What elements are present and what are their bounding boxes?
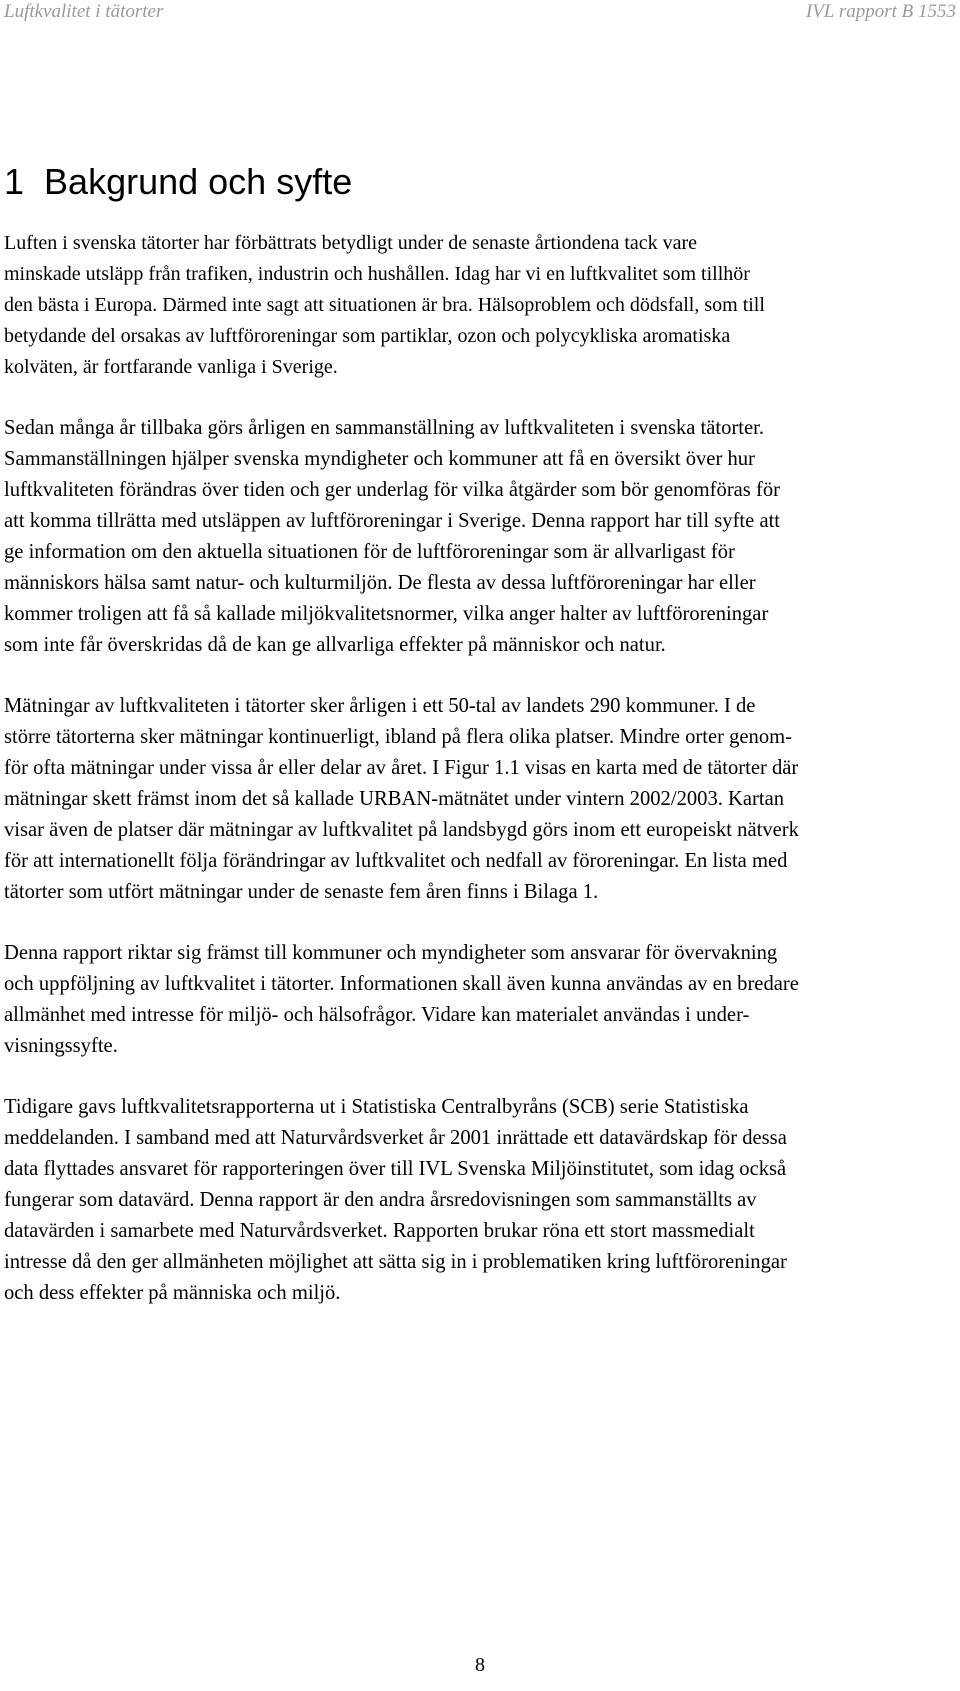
paragraph-3: Mätningar av luftkvaliteten i tätorter sker årligen i ett 50-tal av landets 290 kommuner. I de större tätorterna sker mätningar kontinuerligt, ibland på flera olika platser. Mindre orter genom- för ofta mätningar under vissa år eller delar av året. I Figur 1.1 visas en karta med de tätorter där mätningar skett främst inom det så kallade URBAN-mätnätet under vintern 2002/2003. Kartan visar även de platser där mätningar av luftkvalitet på landsbygd görs inom ett europeiskt nätverk för att internationellt följa förändringar av luftkvalitet och nedfall av föroreningar. En lista med tätorter som utfört mätningar under de senaste fem åren finns i Bilaga 1. xyxy=(4,695,799,903)
report-number: IVL rapport B 1553 xyxy=(805,1,956,22)
running-header xyxy=(0,0,960,24)
paragraph-2: Sedan många år tillbaka görs årligen en sammanställning av luftkvaliteten i svenska tätorter. Sammanställningen hjälper svenska myndigheter och kommuner att få en översikt över hur luftkvaliteten förändras över tiden och ger underlag för vilka åtgärder som bör genomföras för att komma tillrätta med utsläppen av luftföroreningar i Sverige. Denna rapport har till syfte att ge information om den aktuella situationen för de luftföroreningar som är allvarligast för människors hälsa samt natur- och kulturmiljön. De flesta av dessa luftföroreningar har eller kommer troligen att få så kallade miljökvalitetsnormer, vilka anger halter av luftföroreningar som inte får överskridas då de kan ge allvarliga effekter på människor och natur. xyxy=(4,417,781,656)
section-title: Bakgrund och syfte xyxy=(44,161,353,202)
section-number: 1 xyxy=(4,161,25,202)
body-text xyxy=(4,228,944,1339)
paragraph-4: Denna rapport riktar sig främst till kommuner och myndigheter som ansvarar för övervakning och uppföljning av luftkvalitet i tätorter. Informationen skall även kunna användas av en bredare allmänhet med intresse för miljö- och hälsofrågor. Vidare kan materialet användas i under- visningssyfte. xyxy=(4,942,799,1057)
report-title: Luftkvalitet i tätorter xyxy=(4,1,164,22)
paragraph-1: Luften i svenska tätorter har förbättrats betydligt under de senaste årtiondena tack vare minskade utsläpp från trafiken, industrin och hushållen. Idag har vi en luftkvalitet som tillhör den bästa i Europa. Därmed inte sagt att situationen är bra. Hälsoproblem och dödsfall, som till betydande del orsakas av luftföroreningar som partiklar, ozon och polycykliska aromatiska kolväten, är fortfarande vanliga i Sverige. xyxy=(4,232,765,378)
paragraph-5: Tidigare gavs luftkvalitetsrapporterna ut i Statistiska Centralbyråns (SCB) serie Statistiska meddelanden. I samband med att Naturvårdsverket år 2001 inrättade ett datavärdskap för dessa data flyttades ansvaret för rapporteringen över till IVL Svenska Miljöinstitutet, som idag också fungerar som datavärd. Denna rapport är den andra årsredovisningen som sammanställts av datavärden i samarbete med Naturvårdsverket. Rapporten brukar röna ett stort massmedialt intresse då den ger allmänheten möjlighet att sätta sig in i problematiken kring luftföroreningar och dess effekter på människa och miljö. xyxy=(4,1096,787,1304)
section-heading xyxy=(4,161,352,203)
page-number: 8 xyxy=(475,1654,485,1676)
